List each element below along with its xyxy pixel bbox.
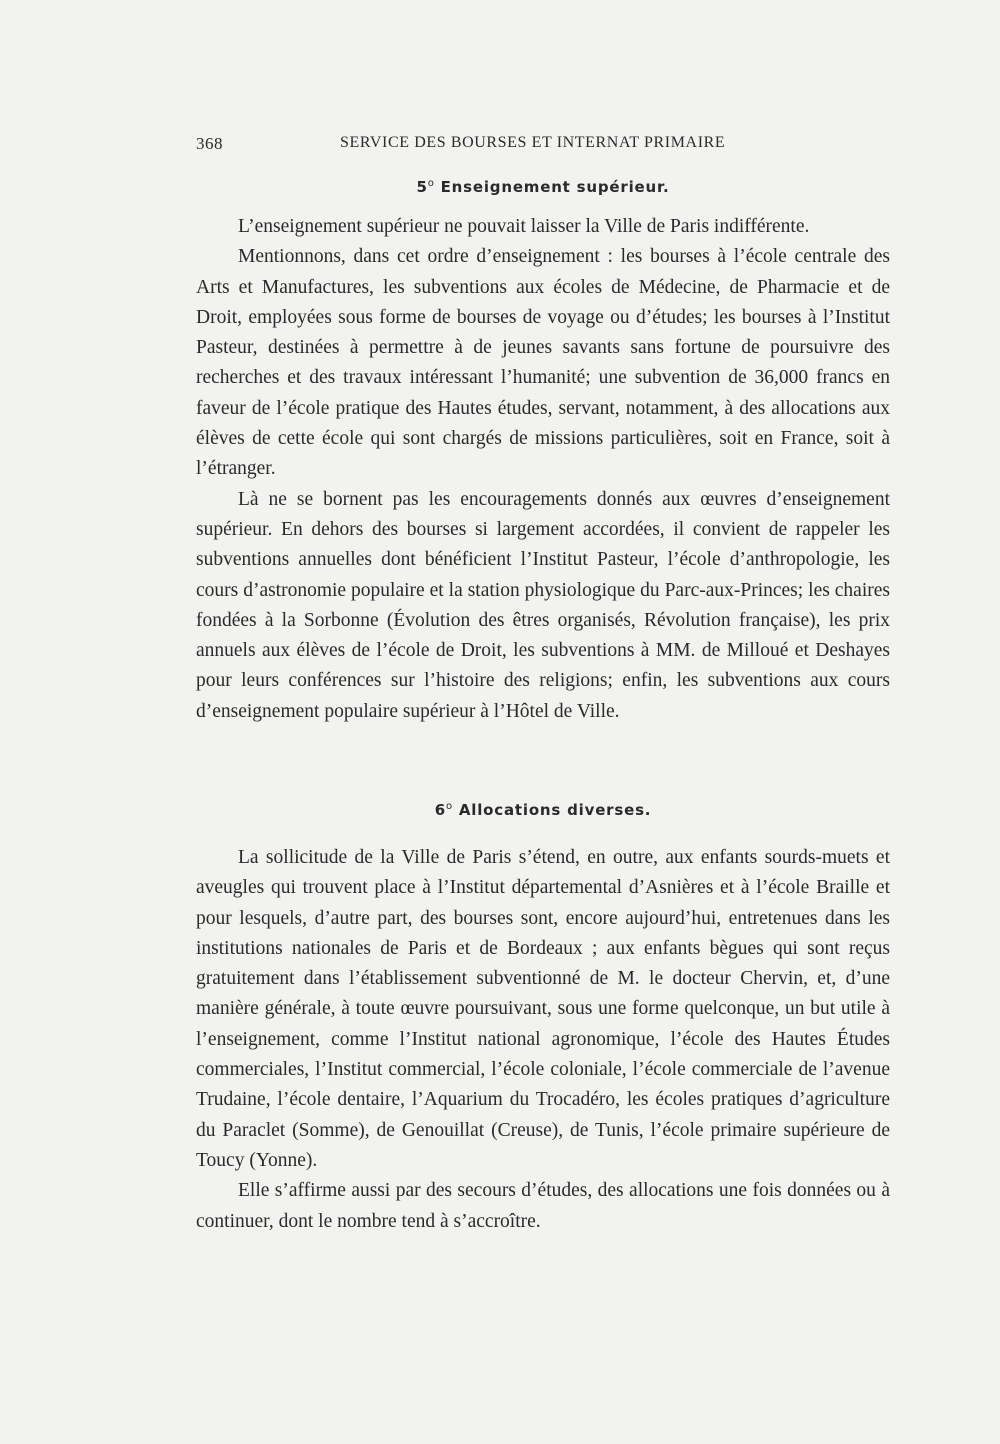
section-body-enseignement-superieur — [196, 212, 890, 727]
running-head — [196, 134, 890, 158]
section-title: Enseignement supérieur. — [440, 178, 670, 196]
section-number: 6 — [434, 801, 446, 819]
paragraph: Là ne se bornent pas les encouragements donnés aux œuvres d’enseignement supérieur. En dehors des bourses si largement accordées, il convient de rappeler les subventions annuelles dont bénéficient l’Institut Pasteur, l’école d’anthropologie, les cours d’astronomie populaire et la station physiologique du Parc-aux-Princes; les chaires fondées à la Sorbonne (Évolution des êtres organisés, Révolution française), les prix annuels aux élèves de l’école de Droit, les subventions à MM. de Milloué et Deshayes pour leurs conférences sur l’histoire des religions; enfin, les subventions aux cours d’enseignement populaire supérieur à l’Hôtel de Ville. — [196, 488, 890, 722]
section-heading-allocations-diverses — [196, 801, 890, 819]
ordinal-mark: o — [427, 178, 435, 189]
paragraph: Elle s’affirme aussi par des secours d’études, des allocations une fois données ou à continuer, dont le nombre tend à s’accroître. — [196, 1180, 890, 1232]
section-number: 5 — [416, 178, 428, 196]
paragraph: Mentionnons, dans cet ordre d’enseignement : les bourses à l’école centrale des Arts et Manufactures, les subventions aux écoles de Médecine, de Pharmacie et de Droit, employées sous forme de bourses de voyage ou d’études; les bourses à l’Institut Pasteur, destinées à permettre à de jeunes savants sans fortune de poursuivre des recherches et des travaux intéressant l’humanité; une subvention de 36,000 francs en faveur de l’école pratique des Hautes études, servant, notamment, à des allocations aux élèves de cette école qui sont chargés de missions particulières, soit en France, soit à l’étranger. — [196, 246, 890, 480]
paragraph: La sollicitude de la Ville de Paris s’étend, en outre, aux enfants sourds-muets et aveugles qui trouvent place à l’Institut départemental d’Asnières et à l’école Braille et pour lesquels, d’autre part, des bourses sont, encore aujourd’hui, entretenues dans les institutions nationales de Paris et de Bordeaux ; aux enfants bègues qui sont reçus gratuitement dans l’établissement subventionné de M. le docteur Chervin, et, d’une manière générale, à toute œuvre poursuivant, sous une forme quelconque, un but utile à l’enseignement, comme l’Institut national agronomique, l’école des Hautes Études commerciales, l’Institut commercial, l’école coloniale, l’école commerciale de l’avenue Trudaine, l’école dentaire, l’Aquarium du Trocadéro, les écoles pratiques d’agriculture du Paraclet (Somme), de Genouillat (Creuse), de Tunis, l’école primaire supérieure de Toucy (Yonne). — [196, 847, 890, 1171]
page-number: 368 — [196, 134, 223, 153]
section-title: Allocations diverses. — [458, 801, 652, 819]
ordinal-mark: o — [445, 801, 453, 812]
paragraph: L’enseignement supérieur ne pouvait laisser la Ville de Paris indifférente. — [238, 216, 810, 237]
section-body-allocations-diverses — [196, 843, 890, 1237]
running-title: SERVICE DES BOURSES ET INTERNAT PRIMAIRE — [340, 134, 726, 151]
section-heading-enseignement-superieur — [196, 178, 890, 196]
